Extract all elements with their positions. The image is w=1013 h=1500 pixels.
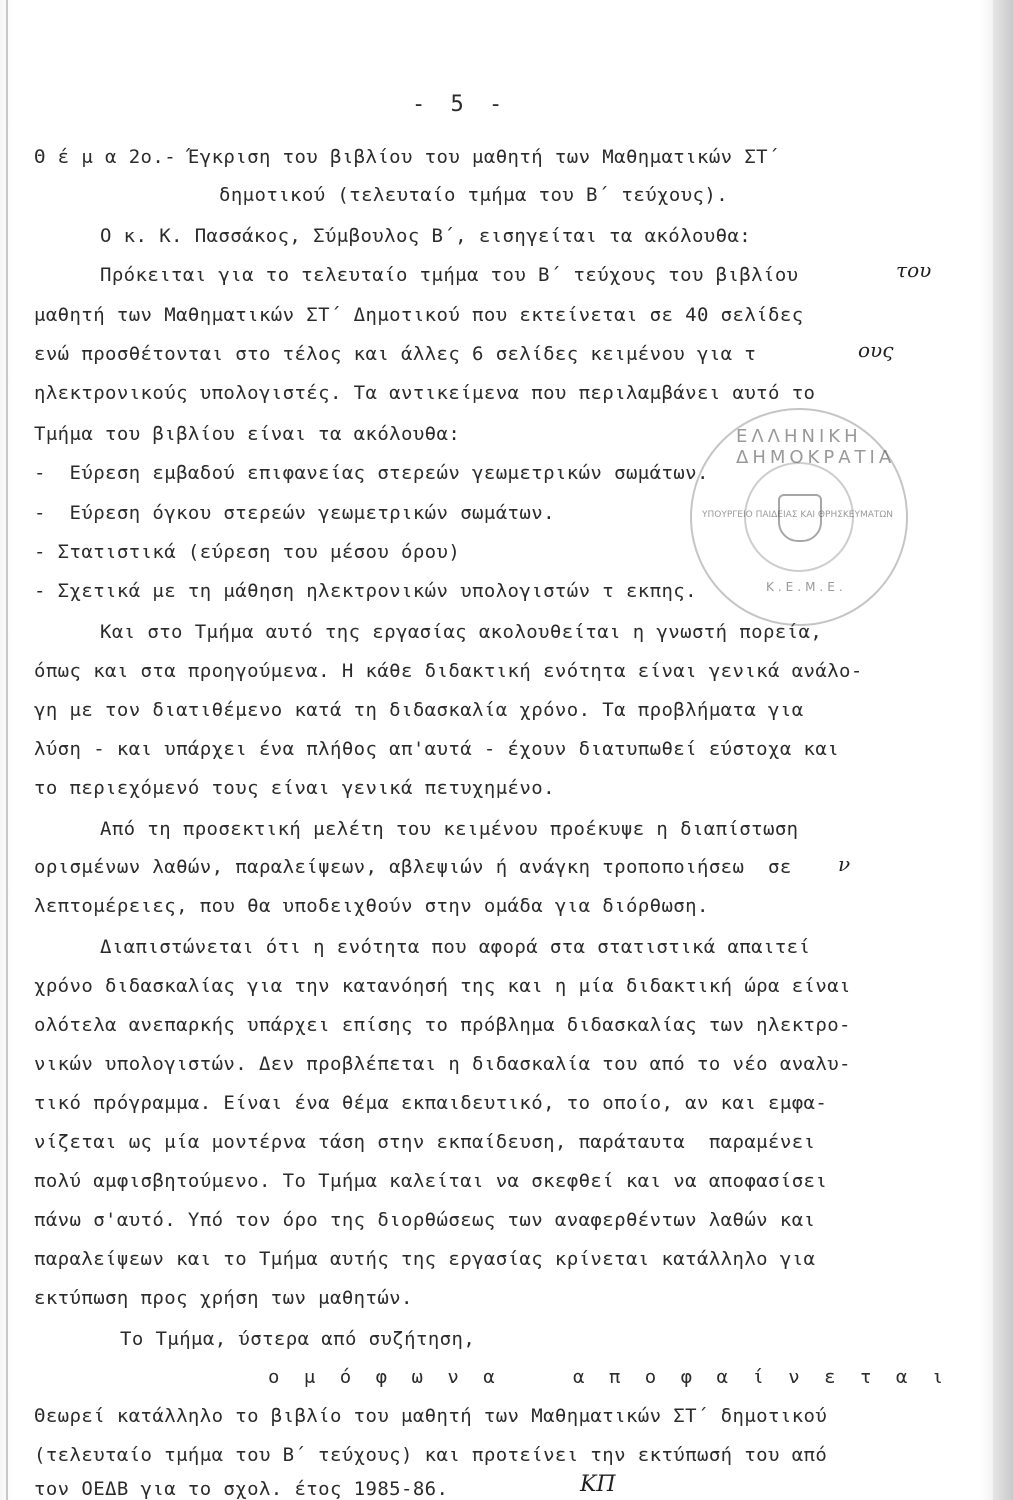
text-line: νικών υπολογιστών. Δεν προβλέπεται η διδασκαλία του από το νέο αναλυ- bbox=[34, 1053, 851, 1075]
text-line: εκτύπωση προς χρήση των μαθητών. bbox=[34, 1287, 413, 1309]
list-item: - Σχετικά με τη μάθηση ηλεκτρονικών υπολογιστών τ εκπης. bbox=[34, 580, 697, 602]
heading-line-1: Θ έ μ α 2ο.- Έγκριση του βιβλίου του μαθητή των Μαθηματικών ΣΤ΄ bbox=[34, 146, 780, 168]
list-item: - Εύρεση εμβαδού επιφανείας στερεών γεωμετρικών σωμάτων. bbox=[34, 462, 709, 484]
text-line: Και στο Τμήμα αυτό της εργασίας ακολουθείται η γνωστή πορεία, bbox=[100, 621, 823, 643]
text-line: νίζεται ως μία μοντέρνα τάση στην εκπαίδευση, παράταυτα παραμένει bbox=[34, 1131, 816, 1153]
official-stamp bbox=[690, 408, 908, 626]
text-line: μαθητή των Μαθηματικών ΣΤ΄ Δημοτικού που εκτείνεται σε 40 σελίδες bbox=[34, 304, 804, 326]
text-line: Το Τμήμα, ύστερα από συζήτηση, bbox=[120, 1328, 476, 1350]
stamp-inner-text: ΥΠΟΥΡΓΕΙΟ ΠΑΙΔΕΙΑΣ ΚΑΙ ΘΡΗΣΚΕΥΜΑΤΩΝ bbox=[702, 510, 894, 520]
text-line: το περιεχόμενό τους είναι γενικά πετυχημένο. bbox=[34, 777, 555, 799]
text-line: Διαπιστώνεται ότι η ενότητα που αφορά στα στατιστικά απαιτεί bbox=[100, 936, 811, 958]
handwritten-mark: ν bbox=[838, 852, 851, 876]
text-line: Πρόκειται για το τελευταίο τμήμα του Β΄ τεύχους του βιβλίου bbox=[100, 264, 799, 286]
binding-edge bbox=[6, 0, 8, 1500]
list-item: - Στατιστικά (εύρεση του μέσου όρου) bbox=[34, 541, 461, 563]
text-line: λύση - και υπάρχει ένα πλήθος απ'αυτά - έχουν διατυπωθεί εύστοχα και bbox=[34, 738, 840, 760]
text-line: (τελευταίο τμήμα του Β΄ τεύχους) και προτείνει την εκτύπωσή του από bbox=[34, 1444, 828, 1466]
heading-line-2: δημοτικού (τελευταίο τμήμα του Β΄ τεύχους). bbox=[219, 184, 729, 206]
page-right-edge bbox=[993, 0, 1013, 1500]
text-line: τικό πρόγραμμα. Είναι ένα θέμα εκπαιδευτικό, το οποίο, αν και εμφα- bbox=[34, 1092, 828, 1114]
handwritten-insert: ους bbox=[858, 338, 894, 362]
text-line: Ο κ. Κ. Πασσάκος, Σύμβουλος Β΄, εισηγείται τα ακόλουθα: bbox=[100, 225, 752, 247]
stamp-bottom-text: Κ.Ε.Μ.Ε. bbox=[766, 580, 847, 594]
decision-heading: ο μ ό φ ω ν α α π ο φ α ί ν ε τ α ι bbox=[268, 1366, 950, 1388]
stamp-outer-text: ΕΛΛΗΝΙΚΗ ΔΗΜΟΚΡΑΤΙΑ bbox=[736, 426, 896, 468]
text-line: λεπτομέρειες, που θα υποδειχθούν στην ομάδα για διόρθωση. bbox=[34, 895, 709, 917]
handwritten-signature: ΚΠ bbox=[580, 1472, 616, 1497]
text-line: χρόνο διδασκαλίας για την κατανόησή της και η μία διδακτική ώρα είναι bbox=[34, 975, 851, 997]
text-line: όπως και στα προηγούμενα. Η κάθε διδακτική ενότητα είναι γενικά ανάλο- bbox=[34, 660, 863, 682]
text-line: τον ΟΕΔΒ για το σχολ. έτος 1985-86. bbox=[34, 1478, 449, 1500]
text-line: ορισμένων λαθών, παραλείψεων, αβλεψιών ή ανάγκη τροποποιήσεω σε bbox=[34, 856, 792, 878]
text-line: πολύ αμφισβητούμενο. Το Τμήμα καλείται να σκεφθεί και να αποφασίσει bbox=[34, 1170, 828, 1192]
text-line: ολότελα ανεπαρκής υπάρχει επίσης το πρόβλημα διδασκαλίας των ηλεκτρο- bbox=[34, 1014, 851, 1036]
text-line: ενώ προσθέτονται στο τέλος και άλλες 6 σελίδες κειμένου για τ bbox=[34, 343, 757, 365]
text-line: Από τη προσεκτική μελέτη του κειμένου προέκυψε η διαπίστωση bbox=[100, 818, 799, 840]
text-line: πάνω σ'αυτό. Υπό τον όρο της διορθώσεως των αναφερθέντων λαθών και bbox=[34, 1209, 816, 1231]
list-item: - Εύρεση όγκου στερεών γεωμετρικών σωμάτων. bbox=[34, 502, 555, 524]
page-number: - 5 - bbox=[412, 92, 509, 117]
text-line: γη με τον διατιθέμενο κατά τη διδασκαλία χρόνο. Τα προβλήματα για bbox=[34, 699, 804, 721]
text-line: παραλείψεων και το Τμήμα αυτής της εργασίας κρίνεται κατάλληλο για bbox=[34, 1248, 816, 1270]
text-line: ηλεκτρονικούς υπολογιστές. Τα αντικείμενα που περιλαμβάνει αυτό το bbox=[34, 382, 816, 404]
text-line: Τμήμα του βιβλίου είναι τα ακόλουθα: bbox=[34, 423, 461, 445]
handwritten-insert: του bbox=[896, 258, 932, 282]
text-line: Θεωρεί κατάλληλο το βιβλίο του μαθητή των Μαθηματικών ΣΤ΄ δημοτικού bbox=[34, 1405, 828, 1427]
